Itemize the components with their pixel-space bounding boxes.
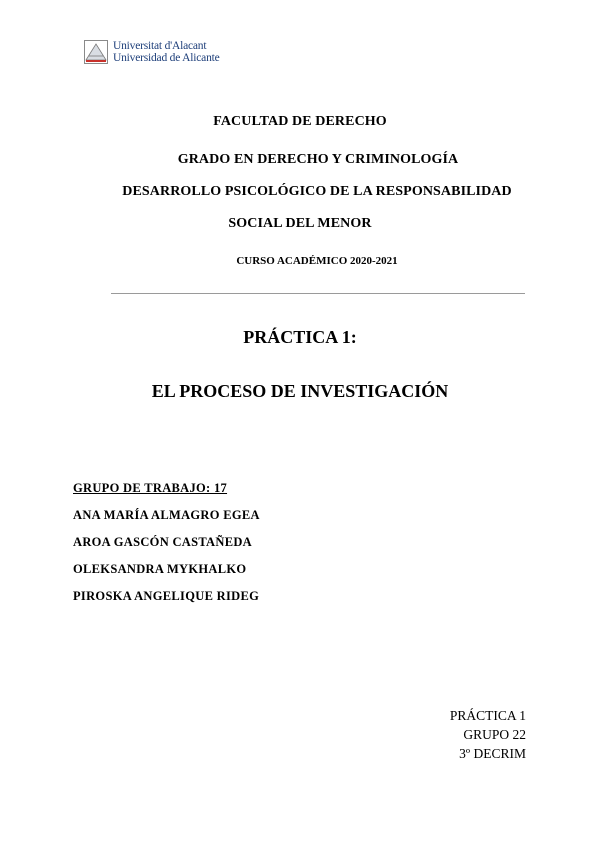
subject-heading-line2: SOCIAL DEL MENOR — [228, 216, 372, 231]
university-name-valencian: Universitat d'Alacant — [113, 40, 207, 52]
subject-heading-line1: DESARROLLO PSICOLÓGICO DE LA RESPONSABILIDAD — [122, 184, 512, 199]
university-name-spanish: Universidad de Alicante — [113, 52, 220, 64]
university-name — [113, 40, 220, 64]
work-group-label: GRUPO DE TRABAJO: 17 — [73, 481, 228, 495]
practice-info-line: PRÁCTICA 1 — [449, 708, 526, 723]
faculty-heading: FACULTAD DE DERECHO — [213, 114, 387, 129]
group-info-line: GRUPO 22 — [463, 727, 526, 742]
team-member: OLEKSANDRA MYKHALKO — [73, 562, 247, 576]
practice-title: PRÁCTICA 1: — [243, 327, 357, 347]
separator-line — [111, 293, 525, 294]
university-emblem-icon — [84, 40, 108, 64]
team-member: ANA MARÍA ALMAGRO EGEA — [73, 508, 260, 522]
team-member: AROA GASCÓN CASTAÑEDA — [73, 535, 253, 549]
class-info-line: 3º DECRIM — [459, 746, 526, 761]
practice-info-block — [450, 706, 526, 763]
team-member: PIROSKA ANGELIQUE RIDEG — [73, 589, 260, 603]
course-heading: CURSO ACADÉMICO 2020-2021 — [236, 255, 398, 267]
degree-heading: GRADO EN DERECHO Y CRIMINOLOGÍA — [177, 152, 459, 167]
practice-topic: EL PROCESO DE INVESTIGACIÓN — [151, 381, 449, 401]
university-logo — [84, 40, 220, 64]
